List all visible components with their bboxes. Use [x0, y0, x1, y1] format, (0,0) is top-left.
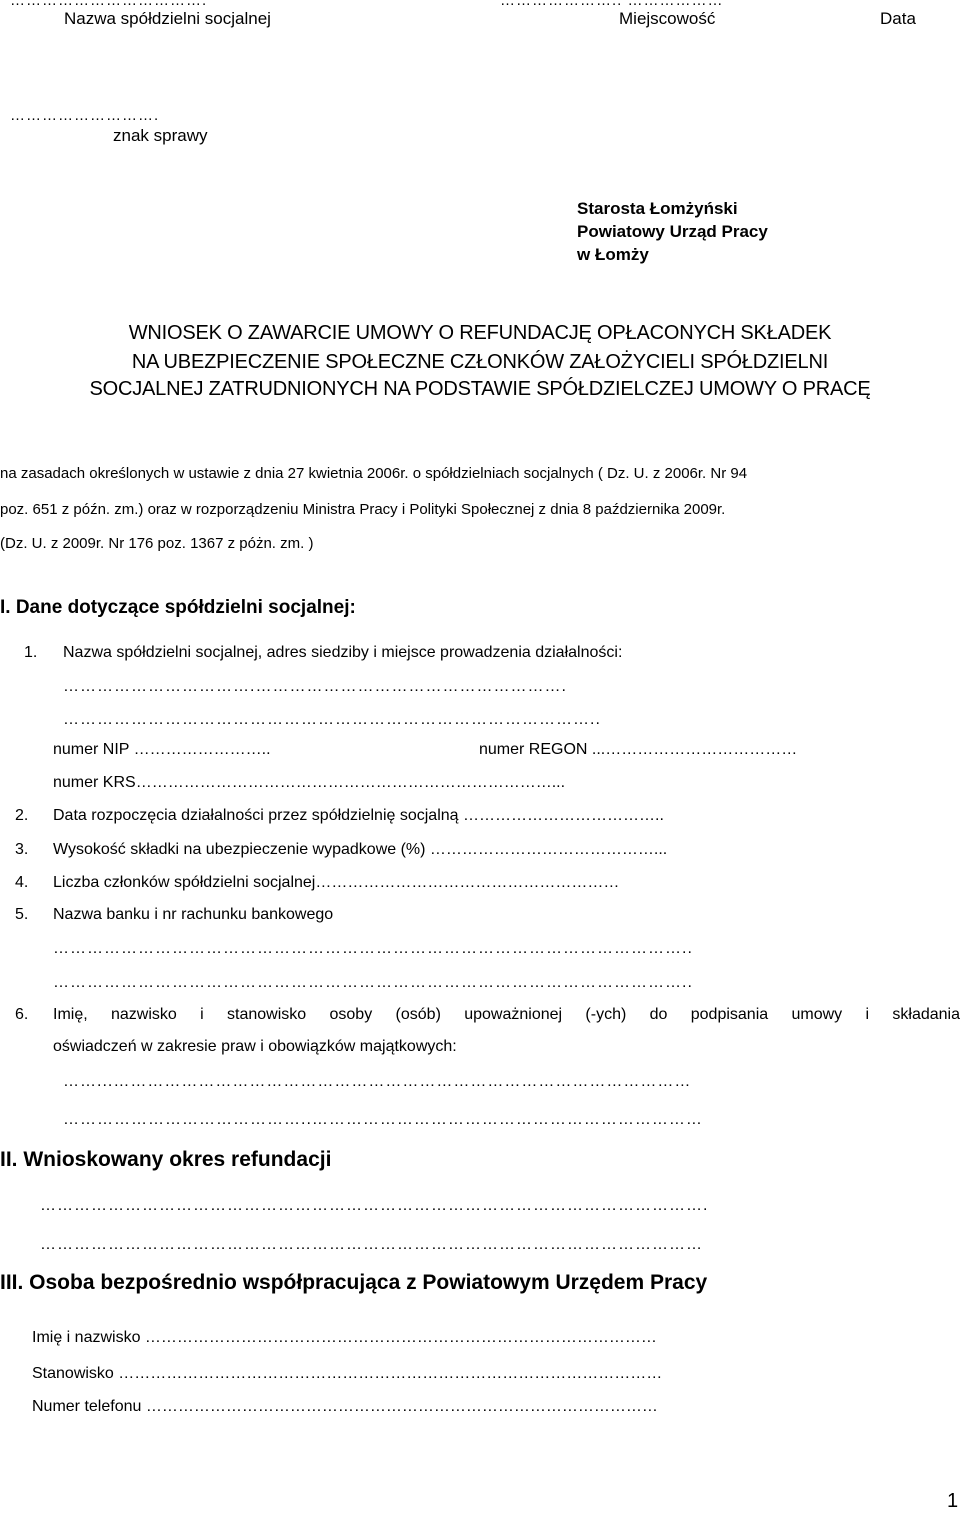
place-label: Miejscowość: [619, 9, 716, 28]
document-title-line-1: WNIOSEK O ZAWARCIE UMOWY O REFUNDACJĘ OPŁACONYCH SKŁADEK: [128, 322, 832, 344]
case-number-label: znak sprawy: [113, 126, 208, 145]
regon-field[interactable]: numer REGON ...………………………………: [479, 741, 798, 758]
item-5-label: Nazwa banku i nr rachunku bankowego: [53, 906, 334, 923]
addressee-line-2: Powiatowy Urząd Pracy: [577, 222, 768, 241]
item-2-field[interactable]: Data rozpoczęcia działalności przez spółdzielnię socjalną ………………………………..: [53, 807, 664, 824]
refund-period-field-line-2[interactable]: ………………………………………………………………………………………………………: [40, 1236, 703, 1253]
item-6-label-line-1: Imię, nazwisko i stanowisko osoby (osób) upoważnionej (-ych) do podpisania umowy i składania: [53, 1006, 960, 1023]
contact-position-field[interactable]: Stanowisko …………………………………………………………………………………………: [32, 1365, 663, 1382]
document-title-line-2: NA UBEZPIECZENIE SPOŁECZNE CZŁONKÓW ZAŁOŻYCIELI SPÓŁDZIELNI: [131, 351, 829, 373]
item-5-field-line-1[interactable]: …………………………………………………………………………………………………..: [53, 940, 693, 957]
item-1-number: 1.: [24, 644, 38, 661]
krs-field[interactable]: numer KRS……………………………………………………………………...: [53, 774, 566, 791]
item-5-field-line-2[interactable]: …………………………………………………………………………………………………..: [53, 974, 693, 991]
item-4-field[interactable]: Liczba członków spółdzielni socjalnej…………………………………………………: [53, 874, 620, 891]
legal-basis-line-1: na zasadach określonych w ustawie z dnia 27 kwietnia 2006r. o spółdzielniach socjalnych ( Dz. U. z 2006r. Nr 94: [0, 465, 748, 482]
item-3-number: 3.: [15, 841, 29, 858]
legal-basis-line-2: poz. 651 z późn. zm.) oraz w rozporządzeniu Ministra Pracy i Polityki Społecznej z dnia 8 października 2009r.: [0, 501, 726, 518]
header-dots-right: ………………….. ………………: [500, 0, 724, 9]
item-1-field-line-1[interactable]: …………………………….……………………………………………….: [63, 678, 567, 695]
item-6-field-line-1[interactable]: ……...…………………………………………………………………………………………: [63, 1073, 692, 1090]
item-1-label: Nazwa spółdzielni socjalnej, adres siedziby i miejsce prowadzenia działalności:: [63, 644, 623, 661]
nip-field[interactable]: numer NIP ……………………..: [53, 741, 271, 758]
case-number-dots: ……………………….: [10, 107, 160, 124]
addressee-line-3: w Łomży: [577, 245, 649, 264]
date-label: Data: [880, 9, 916, 28]
item-5-number: 5.: [15, 906, 29, 923]
item-1-field-line-2[interactable]: …………………………………………………………………………………..: [63, 711, 601, 728]
item-4-number: 4.: [15, 874, 29, 891]
section-2-heading: II. Wnioskowany okres refundacji: [0, 1148, 332, 1171]
item-3-field[interactable]: Wysokość składki na ubezpieczenie wypadkowe (%) ……………………………………...: [53, 841, 668, 858]
refund-period-field-line-1[interactable]: ……………………………………………………………………………………………………….: [40, 1197, 709, 1214]
item-6-field-line-2[interactable]: ……………………………………..……………………………………………………………: [63, 1111, 703, 1128]
item-6-label-line-2: oświadczeń w zakresie praw i obowiązków majątkowych:: [53, 1038, 457, 1055]
item-6-number: 6.: [15, 1006, 29, 1023]
addressee-line-1: Starosta Łomżyński: [577, 199, 738, 218]
coop-name-label: Nazwa spółdzielni socjalnej: [64, 9, 271, 28]
contact-name-field[interactable]: Imię i nazwisko ……………………………………………………………………………………: [32, 1329, 657, 1346]
section-3-heading: III. Osoba bezpośrednio współpracująca z Powiatowym Urzędem Pracy: [0, 1271, 708, 1294]
legal-basis-line-3: (Dz. U. z 2009r. Nr 176 poz. 1367 z póżn. zm. ): [0, 535, 314, 552]
section-1-heading: I. Dane dotyczące spółdzielni socjalnej:: [0, 597, 356, 618]
document-title-line-3: SOCJALNEJ ZATRUDNIONYCH NA PODSTAWIE SPÓŁDZIELCZEJ UMOWY O PRACĘ: [89, 378, 871, 400]
item-2-number: 2.: [15, 807, 29, 824]
header-dots-left: ……………………………….: [10, 0, 208, 9]
page-number: 1: [947, 1490, 959, 1512]
contact-phone-field[interactable]: Numer telefonu ……………………………………………………………………………………: [32, 1398, 658, 1415]
